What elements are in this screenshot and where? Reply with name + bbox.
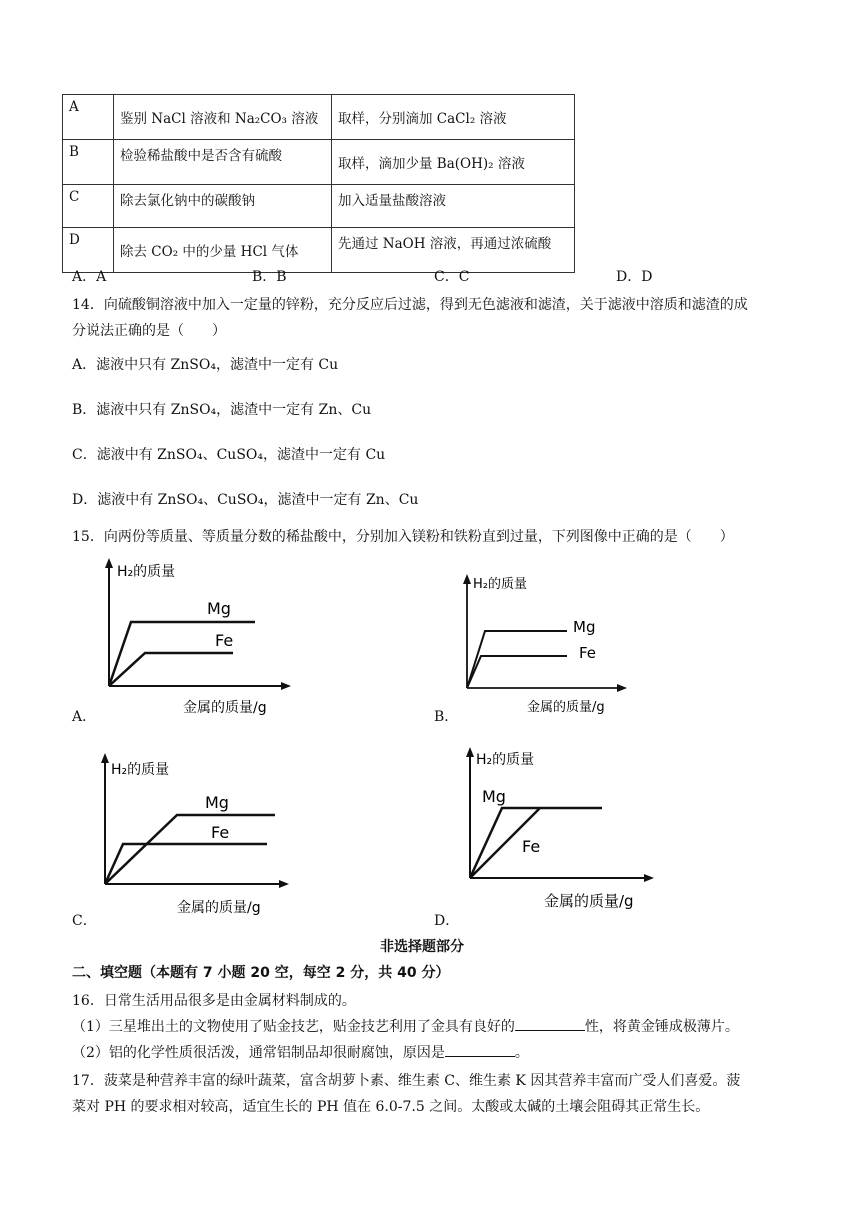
choice-d[interactable]: D．D: [616, 269, 653, 285]
series-mg-line: [467, 631, 567, 688]
row-key: A: [63, 95, 114, 140]
table-row: [63, 185, 575, 228]
series-label-fe: Fe: [522, 837, 541, 856]
series-label-fe: Fe: [211, 823, 230, 842]
chart-b-label[interactable]: B．: [434, 709, 459, 725]
q16-part1-before: （1）三星堆出土的文物使用了贴金技艺，贴金技艺利用了金具有良好的: [72, 1019, 515, 1035]
series-label-mg: Mg: [207, 599, 231, 618]
x-axis-label: 金属的质量/g: [544, 892, 634, 910]
series-mg-line: [105, 815, 275, 884]
answer-blank[interactable]: [515, 1017, 585, 1031]
y-axis-arrow: [463, 574, 471, 584]
chart-b: [455, 570, 635, 720]
y-axis-label: H₂的质量: [117, 564, 176, 580]
q14-stem-line2: 分说法正确的是（ ）: [72, 323, 226, 339]
q14-option-d[interactable]: D．滤液中有 ZnSO₄、CuSO₄，滤渣中一定有 Zn、Cu: [72, 492, 419, 508]
q16-stem: 16．日常生活用品很多是由金属材料制成的。: [72, 993, 356, 1009]
series-label-mg: Mg: [205, 793, 229, 812]
row-method: 取样，分别滴加 CaCl₂ 溶液: [332, 95, 575, 140]
x-axis-label: 金属的质量/g: [183, 700, 267, 716]
answer-blank[interactable]: [445, 1043, 515, 1057]
choice-a[interactable]: A．A: [72, 269, 107, 285]
y-axis-label: H₂的质量: [476, 752, 535, 768]
q16-part2-before: （2）铝的化学性质很活泼，通常铝制品却很耐腐蚀，原因是: [72, 1045, 445, 1061]
row-key: D: [63, 228, 114, 273]
series-fe-line: [467, 656, 567, 688]
chart-c-label[interactable]: C．: [72, 913, 97, 929]
q14-option-a[interactable]: A．滤液中只有 ZnSO₄，滤渣中一定有 Cu: [72, 357, 339, 373]
q16-part2: [72, 1042, 529, 1062]
row-purpose: 检验稀盐酸中是否含有硫酸: [114, 140, 332, 185]
q14-option-c[interactable]: C．滤液中有 ZnSO₄、CuSO₄，滤渣中一定有 Cu: [72, 447, 386, 463]
table-row: [63, 228, 575, 273]
series-label-mg: Mg: [573, 618, 596, 636]
x-axis-arrow: [644, 874, 654, 882]
row-purpose: 鉴别 NaCl 溶液和 Na₂CO₃ 溶液: [114, 95, 332, 140]
table-row: [63, 140, 575, 185]
series-label-mg: Mg: [482, 787, 506, 806]
x-axis-arrow: [279, 880, 289, 888]
choice-c[interactable]: C．C: [434, 269, 470, 285]
series-fe-line: [109, 653, 233, 686]
series-label-fe: Fe: [579, 644, 597, 662]
chart-d-label[interactable]: D．: [434, 913, 460, 929]
q17-line2: 菜对 PH 的要求相对较高，适宜生长的 PH 值在 6.0-7.5 之间。太酸或太碱的土壤会阻碍其正常生长。: [72, 1099, 710, 1115]
section-title: 非选择题部分: [380, 939, 464, 955]
x-axis-label: 金属的质量/g: [527, 700, 605, 715]
q14-stem-line1: 14．向硫酸铜溶液中加入一定量的锌粉，充分反应后过滤，得到无色滤液和滤渣，关于滤液中溶质和滤渣的成: [72, 297, 748, 313]
y-axis-arrow: [105, 558, 113, 568]
y-axis-label: H₂的质量: [111, 762, 170, 778]
q17-line1: 17．菠菜是种营养丰富的绿叶蔬菜，富含胡萝卜素、维生素 C、维生素 K 因其营养丰富而广受人们喜爱。菠: [72, 1073, 741, 1089]
series-fe-line: [105, 844, 267, 884]
q16-part1: [72, 1016, 739, 1036]
y-axis-label: H₂的质量: [473, 577, 527, 592]
choice-b[interactable]: B．B: [252, 269, 287, 285]
chart-a-label[interactable]: A．: [72, 709, 97, 725]
options-table: [62, 94, 575, 273]
series-label-fe: Fe: [215, 631, 234, 650]
q16-part2-after: 。: [514, 1045, 529, 1061]
row-method: 先通过 NaOH 溶液，再通过浓硫酸: [332, 228, 575, 273]
x-axis-arrow: [617, 684, 627, 692]
chart-c: [95, 750, 295, 920]
table-row: [63, 95, 575, 140]
section2-title: 二、填空题（本题有 7 小题 20 空，每空 2 分，共 40 分）: [72, 965, 450, 981]
q14-option-b[interactable]: B．滤液中只有 ZnSO₄，滤渣中一定有 Zn、Cu: [72, 402, 372, 418]
row-purpose: 除去氯化钠中的碳酸钠: [114, 185, 332, 228]
y-axis-arrow: [466, 747, 474, 757]
chart-a: [95, 556, 295, 716]
row-purpose: 除去 CO₂ 中的少量 HCl 气体: [114, 228, 332, 273]
x-axis-label: 金属的质量/g: [177, 900, 261, 916]
chart-d: [460, 744, 660, 914]
x-axis-arrow: [281, 682, 291, 690]
q16-part1-after: 性，将黄金锤成极薄片。: [584, 1019, 739, 1035]
row-method: 加入适量盐酸溶液: [332, 185, 575, 228]
row-method: 取样，滴加少量 Ba(OH)₂ 溶液: [332, 140, 575, 185]
y-axis-arrow: [101, 753, 109, 763]
q15-stem: 15．向两份等质量、等质量分数的稀盐酸中，分别加入镁粉和铁粉直到过量，下列图像中正确的是（ ）: [72, 529, 734, 545]
row-key: B: [63, 140, 114, 185]
row-key: C: [63, 185, 114, 228]
